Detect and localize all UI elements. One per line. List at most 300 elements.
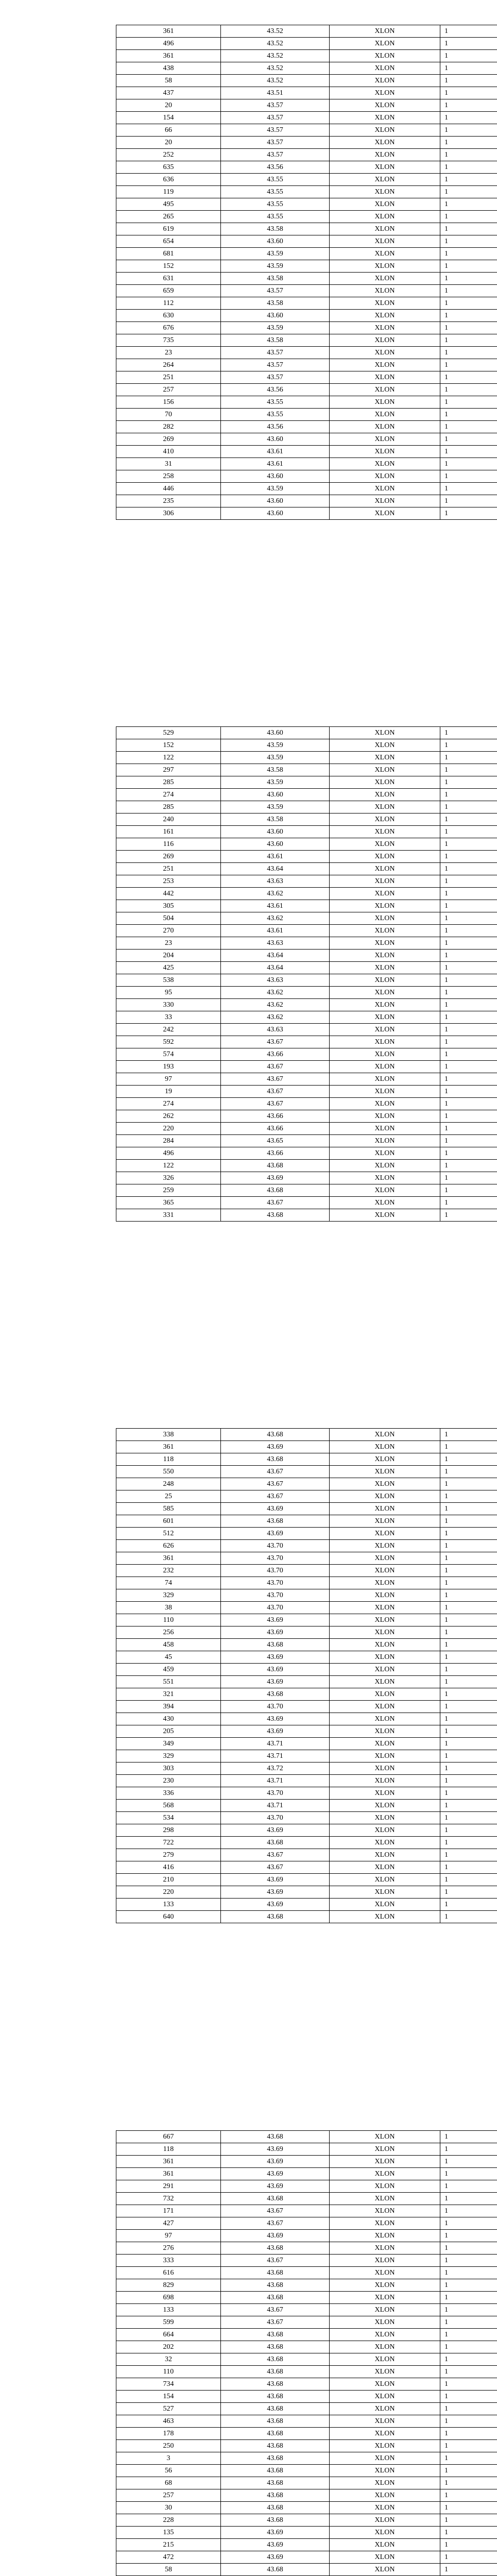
table-row <box>116 1048 497 1061</box>
extra-cell: 1 <box>440 1664 497 1676</box>
volume-cell: 574 <box>116 1048 221 1061</box>
price-cell: 43.68 <box>221 2366 330 2378</box>
volume-cell: 599 <box>116 2316 221 2329</box>
extra-cell: 1 <box>440 1086 497 1098</box>
extra-cell: 1 <box>440 458 497 470</box>
extra-cell: 1 <box>440 75 497 87</box>
price-cell: 43.68 <box>221 2502 330 2514</box>
extra-cell: 1 <box>440 2415 497 2428</box>
volume-cell: 230 <box>116 1775 221 1787</box>
price-cell: 43.61 <box>221 446 330 458</box>
price-cell: 43.59 <box>221 248 330 260</box>
volume-cell: 297 <box>116 764 221 776</box>
extra-cell: 1 <box>440 470 497 483</box>
price-cell: 43.52 <box>221 38 330 50</box>
price-cell: 43.68 <box>221 2329 330 2341</box>
venue-cell: XLON <box>330 371 440 384</box>
extra-cell: 1 <box>440 1849 497 1861</box>
price-cell: 43.67 <box>221 1073 330 1086</box>
extra-cell: 1 <box>440 2551 497 2564</box>
price-cell: 43.70 <box>221 1540 330 1552</box>
extra-cell: 1 <box>440 322 497 334</box>
table-row <box>116 1160 497 1172</box>
venue-cell: XLON <box>330 2465 440 2477</box>
venue-cell: XLON <box>330 1123 440 1135</box>
price-cell: 43.68 <box>221 2378 330 2391</box>
volume-cell: 330 <box>116 999 221 1011</box>
table-row <box>116 1429 497 1441</box>
volume-cell: 416 <box>116 1861 221 1874</box>
venue-cell: XLON <box>330 1824 440 1837</box>
venue-cell: XLON <box>330 875 440 888</box>
volume-cell: 619 <box>116 223 221 235</box>
price-cell: 43.69 <box>221 1626 330 1639</box>
venue-cell: XLON <box>330 161 440 174</box>
volume-cell: 361 <box>116 1441 221 1453</box>
trade-table-page-4 <box>116 2130 497 2576</box>
extra-cell: 1 <box>440 1861 497 1874</box>
price-cell: 43.58 <box>221 334 330 347</box>
price-cell: 43.67 <box>221 1490 330 1503</box>
extra-cell: 1 <box>440 2205 497 2217</box>
volume-cell: 338 <box>116 1429 221 1441</box>
extra-cell: 1 <box>440 1466 497 1478</box>
venue-cell: XLON <box>330 1048 440 1061</box>
volume-cell: 240 <box>116 814 221 826</box>
table-row <box>116 1197 497 1209</box>
venue-cell: XLON <box>330 396 440 409</box>
volume-cell: 529 <box>116 727 221 739</box>
price-cell: 43.68 <box>221 2279 330 2292</box>
price-cell: 43.51 <box>221 87 330 99</box>
table-row <box>116 776 497 789</box>
table-row <box>116 1738 497 1750</box>
extra-cell: 1 <box>440 248 497 260</box>
table-row <box>116 409 497 421</box>
venue-cell: XLON <box>330 2452 440 2465</box>
venue-cell: XLON <box>330 2477 440 2489</box>
price-cell: 43.69 <box>221 1725 330 1738</box>
price-cell: 43.68 <box>221 2514 330 2527</box>
extra-cell: 1 <box>440 2316 497 2329</box>
volume-cell: 329 <box>116 1750 221 1762</box>
price-cell: 43.67 <box>221 2205 330 2217</box>
volume-cell: 264 <box>116 359 221 371</box>
table-row <box>116 260 497 273</box>
extra-cell: 1 <box>440 764 497 776</box>
volume-cell: 248 <box>116 1478 221 1490</box>
table-row <box>116 888 497 900</box>
extra-cell: 1 <box>440 2527 497 2539</box>
table-row <box>116 1552 497 1565</box>
volume-cell: 112 <box>116 297 221 310</box>
volume-cell: 3 <box>116 2452 221 2465</box>
volume-cell: 250 <box>116 2440 221 2452</box>
table-row <box>116 235 497 248</box>
venue-cell: XLON <box>330 752 440 764</box>
table-row <box>116 851 497 863</box>
price-cell: 43.58 <box>221 764 330 776</box>
extra-cell: 1 <box>440 198 497 211</box>
price-cell: 43.68 <box>221 1837 330 1849</box>
price-cell: 43.67 <box>221 2255 330 2267</box>
extra-cell: 1 <box>440 2156 497 2168</box>
price-cell: 43.67 <box>221 1861 330 1874</box>
volume-cell: 446 <box>116 483 221 495</box>
volume-cell: 329 <box>116 1589 221 1602</box>
venue-cell: XLON <box>330 801 440 814</box>
extra-cell: 1 <box>440 1147 497 1160</box>
extra-cell: 1 <box>440 2428 497 2440</box>
volume-cell: 228 <box>116 2514 221 2527</box>
venue-cell: XLON <box>330 2378 440 2391</box>
price-cell: 43.71 <box>221 1738 330 1750</box>
table-row <box>116 310 497 322</box>
extra-cell: 1 <box>440 1899 497 1911</box>
venue-cell: XLON <box>330 851 440 863</box>
venue-cell: XLON <box>330 2415 440 2428</box>
venue-cell: XLON <box>330 1209 440 1222</box>
extra-cell: 1 <box>440 2168 497 2180</box>
price-cell: 43.70 <box>221 1577 330 1589</box>
venue-cell: XLON <box>330 87 440 99</box>
extra-cell: 1 <box>440 112 497 124</box>
extra-cell: 1 <box>440 260 497 273</box>
extra-cell: 1 <box>440 446 497 458</box>
price-cell: 43.60 <box>221 433 330 446</box>
table-row <box>116 297 497 310</box>
price-cell: 43.69 <box>221 2527 330 2539</box>
table-row <box>116 838 497 851</box>
price-cell: 43.69 <box>221 2551 330 2564</box>
volume-cell: 734 <box>116 2378 221 2391</box>
volume-cell: 592 <box>116 1036 221 1048</box>
price-cell: 43.63 <box>221 875 330 888</box>
extra-cell: 1 <box>440 2242 497 2255</box>
table-row <box>116 974 497 987</box>
price-cell: 43.62 <box>221 999 330 1011</box>
table-row <box>116 2391 497 2403</box>
price-cell: 43.66 <box>221 1123 330 1135</box>
extra-cell: 1 <box>440 1738 497 1750</box>
venue-cell: XLON <box>330 950 440 962</box>
volume-cell: 269 <box>116 433 221 446</box>
venue-cell: XLON <box>330 334 440 347</box>
extra-cell: 1 <box>440 25 497 38</box>
extra-cell: 1 <box>440 409 497 421</box>
extra-cell: 1 <box>440 235 497 248</box>
table-row <box>116 1849 497 1861</box>
table-row <box>116 814 497 826</box>
table-row <box>116 1812 497 1824</box>
venue-cell: XLON <box>330 446 440 458</box>
venue-cell: XLON <box>330 727 440 739</box>
price-cell: 43.69 <box>221 2539 330 2551</box>
extra-cell: 1 <box>440 1098 497 1110</box>
venue-cell: XLON <box>330 2193 440 2205</box>
price-cell: 43.68 <box>221 2353 330 2366</box>
extra-cell: 1 <box>440 925 497 937</box>
table-row <box>116 1011 497 1024</box>
table-row <box>116 334 497 347</box>
price-cell: 43.61 <box>221 458 330 470</box>
venue-cell: XLON <box>330 1528 440 1540</box>
price-cell: 43.69 <box>221 1713 330 1725</box>
extra-cell: 1 <box>440 285 497 297</box>
venue-cell: XLON <box>330 1713 440 1725</box>
table-row <box>116 863 497 875</box>
volume-cell: 119 <box>116 186 221 198</box>
price-cell: 43.68 <box>221 2489 330 2502</box>
venue-cell: XLON <box>330 2205 440 2217</box>
volume-cell: 333 <box>116 2255 221 2267</box>
extra-cell: 1 <box>440 2143 497 2156</box>
price-cell: 43.68 <box>221 1911 330 1923</box>
price-cell: 43.59 <box>221 483 330 495</box>
venue-cell: XLON <box>330 1503 440 1515</box>
volume-cell: 25 <box>116 1490 221 1503</box>
venue-cell: XLON <box>330 1775 440 1787</box>
volume-cell: 242 <box>116 1024 221 1036</box>
venue-cell: XLON <box>330 273 440 285</box>
volume-cell: 232 <box>116 1565 221 1577</box>
price-cell: 43.67 <box>221 2304 330 2316</box>
volume-cell: 256 <box>116 1626 221 1639</box>
extra-cell: 1 <box>440 1762 497 1775</box>
venue-cell: XLON <box>330 1899 440 1911</box>
volume-cell: 430 <box>116 1713 221 1725</box>
trade-table-page-3 <box>116 1428 497 1923</box>
price-cell: 43.59 <box>221 322 330 334</box>
table-row <box>116 2205 497 2217</box>
price-cell: 43.69 <box>221 2143 330 2156</box>
extra-cell: 1 <box>440 2514 497 2527</box>
volume-cell: 551 <box>116 1676 221 1688</box>
table-row <box>116 1036 497 1048</box>
extra-cell: 1 <box>440 1172 497 1184</box>
price-cell: 43.60 <box>221 789 330 801</box>
extra-cell: 1 <box>440 1626 497 1639</box>
table-row <box>116 1478 497 1490</box>
price-cell: 43.68 <box>221 1184 330 1197</box>
venue-cell: XLON <box>330 1011 440 1024</box>
table-row <box>116 2341 497 2353</box>
venue-cell: XLON <box>330 2316 440 2329</box>
price-cell: 43.64 <box>221 950 330 962</box>
venue-cell: XLON <box>330 198 440 211</box>
extra-cell: 1 <box>440 124 497 137</box>
volume-cell: 361 <box>116 2156 221 2168</box>
venue-cell: XLON <box>330 1160 440 1172</box>
venue-cell: XLON <box>330 310 440 322</box>
venue-cell: XLON <box>330 912 440 925</box>
volume-cell: 252 <box>116 149 221 161</box>
table-row <box>116 1762 497 1775</box>
table-row <box>116 161 497 174</box>
price-cell: 43.62 <box>221 888 330 900</box>
venue-cell: XLON <box>330 248 440 260</box>
price-cell: 43.69 <box>221 1172 330 1184</box>
extra-cell: 1 <box>440 2489 497 2502</box>
venue-cell: XLON <box>330 2242 440 2255</box>
venue-cell: XLON <box>330 260 440 273</box>
price-cell: 43.68 <box>221 2564 330 2576</box>
venue-cell: XLON <box>330 2267 440 2279</box>
table-row <box>116 1024 497 1036</box>
volume-cell: 306 <box>116 507 221 520</box>
volume-cell: 681 <box>116 248 221 260</box>
venue-cell: XLON <box>330 359 440 371</box>
venue-cell: XLON <box>330 1664 440 1676</box>
extra-cell: 1 <box>440 801 497 814</box>
table-row <box>116 38 497 50</box>
extra-cell: 1 <box>440 137 497 149</box>
volume-cell: 70 <box>116 409 221 421</box>
volume-cell: 23 <box>116 347 221 359</box>
table-row <box>116 322 497 334</box>
volume-cell: 95 <box>116 987 221 999</box>
venue-cell: XLON <box>330 137 440 149</box>
venue-cell: XLON <box>330 1024 440 1036</box>
price-cell: 43.69 <box>221 1503 330 1515</box>
extra-cell: 1 <box>440 2341 497 2353</box>
price-cell: 43.60 <box>221 826 330 838</box>
price-cell: 43.68 <box>221 2292 330 2304</box>
price-cell: 43.60 <box>221 727 330 739</box>
venue-cell: XLON <box>330 2440 440 2452</box>
volume-cell: 361 <box>116 2168 221 2180</box>
venue-cell: XLON <box>330 838 440 851</box>
table-row <box>116 2255 497 2267</box>
table-row <box>116 2180 497 2193</box>
extra-cell: 1 <box>440 974 497 987</box>
price-cell: 43.60 <box>221 838 330 851</box>
venue-cell: XLON <box>330 900 440 912</box>
extra-cell: 1 <box>440 1911 497 1923</box>
extra-cell: 1 <box>440 962 497 974</box>
table-row <box>116 1147 497 1160</box>
price-cell: 43.68 <box>221 2428 330 2440</box>
price-cell: 43.66 <box>221 1048 330 1061</box>
table-row <box>116 2539 497 2551</box>
extra-cell: 1 <box>440 297 497 310</box>
table-row <box>116 1688 497 1701</box>
volume-cell: 630 <box>116 310 221 322</box>
price-cell: 43.64 <box>221 863 330 875</box>
volume-cell: 31 <box>116 458 221 470</box>
extra-cell: 1 <box>440 1048 497 1061</box>
venue-cell: XLON <box>330 2230 440 2242</box>
price-cell: 43.68 <box>221 2477 330 2489</box>
table-row <box>116 1651 497 1664</box>
extra-cell: 1 <box>440 2255 497 2267</box>
extra-cell: 1 <box>440 421 497 433</box>
volume-cell: 135 <box>116 2527 221 2539</box>
volume-cell: 410 <box>116 446 221 458</box>
extra-cell: 1 <box>440 1197 497 1209</box>
extra-cell: 1 <box>440 875 497 888</box>
extra-cell: 1 <box>440 495 497 507</box>
price-cell: 43.68 <box>221 2267 330 2279</box>
volume-cell: 425 <box>116 962 221 974</box>
venue-cell: XLON <box>330 739 440 752</box>
table-row <box>116 2156 497 2168</box>
venue-cell: XLON <box>330 2403 440 2415</box>
volume-cell: 336 <box>116 1787 221 1800</box>
extra-cell: 1 <box>440 1787 497 1800</box>
volume-cell: 635 <box>116 161 221 174</box>
price-cell: 43.68 <box>221 1160 330 1172</box>
venue-cell: XLON <box>330 1738 440 1750</box>
table-row <box>116 1061 497 1073</box>
price-cell: 43.62 <box>221 1011 330 1024</box>
extra-cell: 1 <box>440 937 497 950</box>
price-cell: 43.71 <box>221 1775 330 1787</box>
extra-cell: 1 <box>440 1577 497 1589</box>
volume-cell: 58 <box>116 75 221 87</box>
venue-cell: XLON <box>330 421 440 433</box>
volume-cell: 257 <box>116 384 221 396</box>
table-row <box>116 900 497 912</box>
price-cell: 43.67 <box>221 1197 330 1209</box>
price-cell: 43.68 <box>221 1688 330 1701</box>
extra-cell: 1 <box>440 999 497 1011</box>
extra-cell: 1 <box>440 483 497 495</box>
volume-cell: 152 <box>116 260 221 273</box>
price-cell: 43.68 <box>221 2242 330 2255</box>
table-row <box>116 1725 497 1738</box>
table-row <box>116 507 497 520</box>
volume-cell: 698 <box>116 2292 221 2304</box>
table-row <box>116 384 497 396</box>
extra-cell: 1 <box>440 1184 497 1197</box>
table-row <box>116 198 497 211</box>
volume-cell: 495 <box>116 198 221 211</box>
venue-cell: XLON <box>330 1036 440 1048</box>
venue-cell: XLON <box>330 2353 440 2366</box>
extra-cell: 1 <box>440 1024 497 1036</box>
extra-cell: 1 <box>440 2329 497 2341</box>
price-cell: 43.68 <box>221 1453 330 1466</box>
volume-cell: 298 <box>116 1824 221 1837</box>
table-row <box>116 1787 497 1800</box>
price-cell: 43.63 <box>221 937 330 950</box>
extra-cell: 1 <box>440 38 497 50</box>
extra-cell: 1 <box>440 1073 497 1086</box>
price-cell: 43.68 <box>221 2131 330 2143</box>
venue-cell: XLON <box>330 1651 440 1664</box>
table-row <box>116 1874 497 1886</box>
extra-cell: 1 <box>440 789 497 801</box>
price-cell: 43.67 <box>221 1036 330 1048</box>
venue-cell: XLON <box>330 495 440 507</box>
venue-cell: XLON <box>330 2217 440 2230</box>
volume-cell: 626 <box>116 1540 221 1552</box>
table-row <box>116 124 497 137</box>
volume-cell: 178 <box>116 2428 221 2440</box>
trade-table-page-2 <box>116 726 497 1222</box>
volume-cell: 285 <box>116 801 221 814</box>
venue-cell: XLON <box>330 211 440 223</box>
table-row <box>116 1073 497 1086</box>
venue-cell: XLON <box>330 2279 440 2292</box>
volume-cell: 527 <box>116 2403 221 2415</box>
venue-cell: XLON <box>330 1172 440 1184</box>
table-row <box>116 1861 497 1874</box>
extra-cell: 1 <box>440 384 497 396</box>
volume-cell: 636 <box>116 174 221 186</box>
volume-cell: 427 <box>116 2217 221 2230</box>
